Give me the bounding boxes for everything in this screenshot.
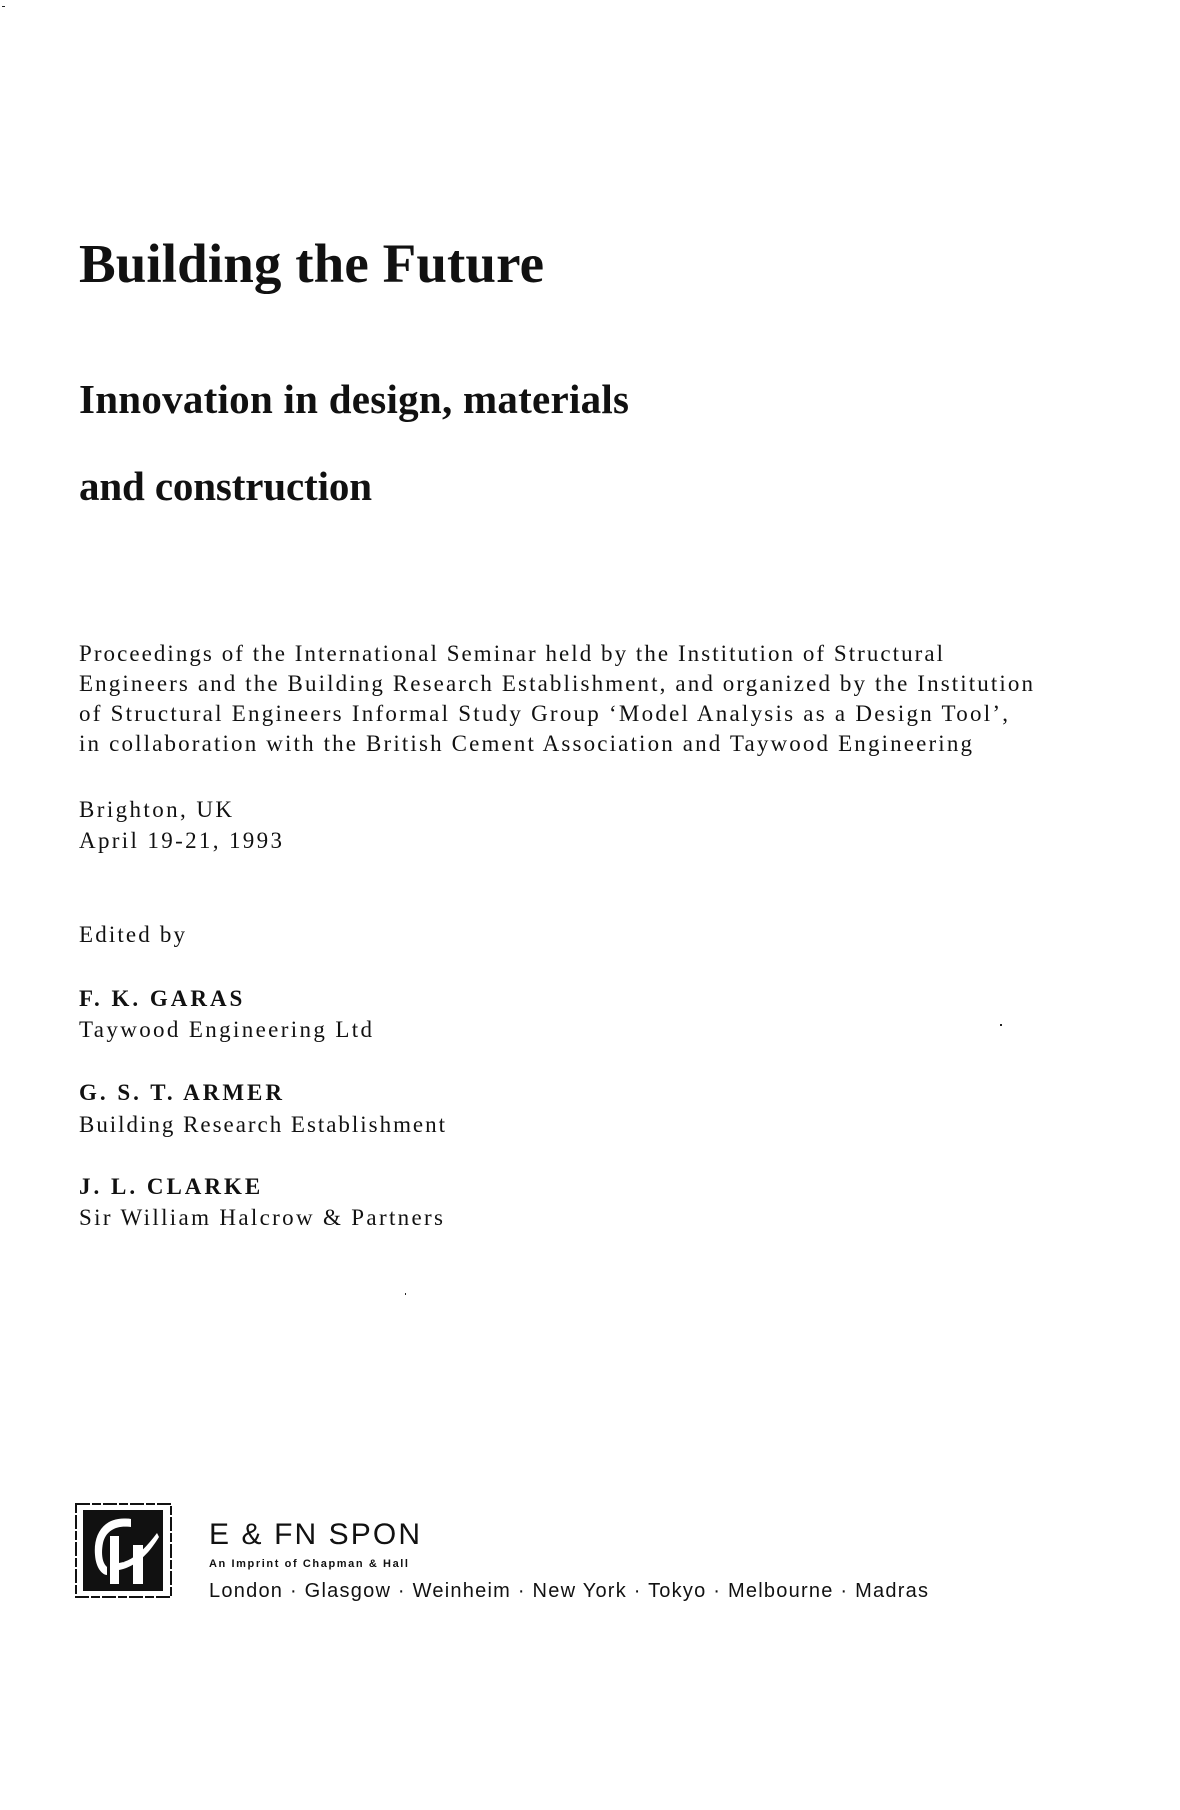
description-line: of Structural Engineers Informal Study Group ‘Model Analysis as a Design Tool’, xyxy=(79,701,1011,726)
description-line: Proceedings of the International Seminar held by the Institution of Structural xyxy=(79,641,946,666)
book-title: Building the Future xyxy=(79,233,545,294)
publisher-cities: London · Glasgow · Weinheim · New York · Tokyo · Melbourne · Madras xyxy=(209,1580,930,1602)
scan-speck xyxy=(2,6,5,7)
chapman-hall-logo-icon xyxy=(75,1503,172,1598)
edited-by-label: Edited by xyxy=(79,922,188,947)
event-location: Brighton, UK xyxy=(79,797,235,822)
publisher-name: E & FN SPON xyxy=(209,1518,423,1551)
editor-name: G. S. T. ARMER xyxy=(79,1080,286,1105)
editor-name: F. K. GARAS xyxy=(79,986,246,1011)
scan-speck xyxy=(405,1293,406,1295)
editor-affiliation: Taywood Engineering Ltd xyxy=(79,1017,375,1042)
publisher-imprint: An Imprint of Chapman & Hall xyxy=(209,1558,410,1570)
description-line: in collaboration with the British Cement Association and Taywood Engineering xyxy=(79,731,975,756)
editor-affiliation: Building Research Establishment xyxy=(79,1112,447,1137)
editor-name: J. L. CLARKE xyxy=(79,1174,264,1199)
subtitle-line-1: Innovation in design, materials xyxy=(79,376,630,422)
subtitle-line-2: and construction xyxy=(79,463,372,509)
scan-speck xyxy=(1000,1024,1002,1026)
editor-affiliation: Sir William Halcrow & Partners xyxy=(79,1205,446,1230)
description-line: Engineers and the Building Research Establishment, and organized by the Institution xyxy=(79,671,1036,696)
svg-text:CH: CH xyxy=(123,1563,125,1564)
event-dates: April 19-21, 1993 xyxy=(79,828,285,853)
